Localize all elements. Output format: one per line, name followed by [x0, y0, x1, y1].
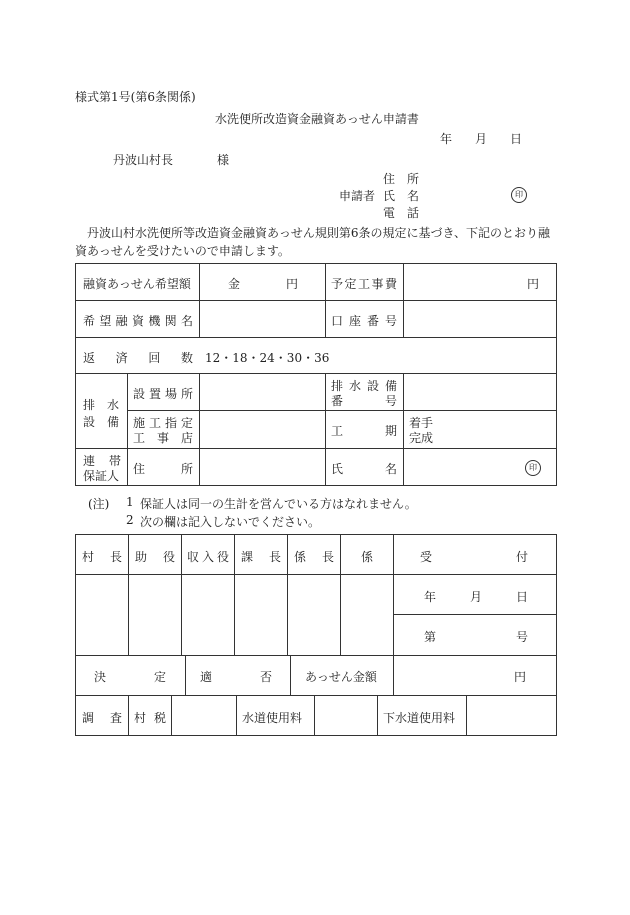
header-subsection-chief: 係 長 [294, 550, 334, 564]
applicant-seal-icon: 印 [511, 186, 527, 203]
receipt-number: 第 号 [424, 630, 528, 644]
account-label: 口 座 番 号 [331, 314, 397, 328]
note-2-number: 2 [126, 513, 134, 527]
header-mayor: 村 長 [82, 550, 122, 564]
sewer-fee-label: 下水道使用料 [383, 711, 456, 725]
applicant-name-label: 氏 名 [383, 189, 420, 203]
note-2-text: 次の欄は記入しないでください。 [140, 515, 321, 529]
body-text-line2: 資あっせんを受けたいので申請します。 [75, 244, 290, 258]
receipt-label: 受 付 [420, 550, 528, 564]
body-text-line1: 丹波山村水洗便所等改造資金融資あっせん規則第6条の規定に基づき、下記のとおり融 [87, 226, 551, 240]
form-id: 様式第1号(第6条関係) [75, 90, 196, 104]
month-label: 月 [474, 132, 487, 146]
guarantor-label-1: 連 帯 [83, 454, 121, 468]
addressee-name: 丹波山村長 [113, 153, 174, 167]
water-fee-label: 水道使用料 [242, 711, 303, 725]
header-deputy: 助 役 [135, 550, 175, 564]
note-1-text: 保証人は同一の生計を営んでいる方はなれません。 [140, 497, 417, 511]
date-line [440, 130, 522, 147]
guarantor-label-2: 保証人 [83, 469, 120, 483]
receipt-date: 年 月 日 [424, 590, 528, 604]
header-treasurer: 収 入 役 [187, 550, 229, 564]
drain-number-label-2: 番 号 [331, 394, 397, 408]
install-location-label: 設 置 場 所 [133, 387, 193, 401]
amount-yen: 円 [514, 670, 527, 684]
decision-label: 決 定 [94, 670, 166, 684]
repay-label: 返 済 回 数 [83, 351, 193, 365]
start-label: 着手 [409, 416, 434, 430]
application-table [75, 263, 557, 486]
page-title: 水洗便所改造資金融資あっせん申請書 [215, 112, 419, 126]
drain-group-label-2: 設 備 [83, 415, 120, 429]
year-label: 年 [440, 132, 453, 146]
village-tax-label: 村 税 [134, 711, 166, 725]
loan-amount-prefix: 金 [228, 277, 241, 291]
repay-value: 12・18・24・30・36 [205, 351, 330, 365]
institution-label: 希 望 融 資 機 関 名 [83, 314, 193, 328]
contractor-label-1: 施 工 指 定 [133, 416, 193, 430]
notes-prefix: (注) [88, 497, 110, 511]
amount-label: あっせん金額 [305, 670, 377, 684]
finish-label: 完成 [409, 431, 434, 445]
budget-label: 予 定 工 事 費 [331, 277, 397, 291]
loan-amount-yen: 円 [286, 277, 299, 291]
guarantor-address-label: 住 所 [133, 462, 193, 476]
approval-label: 適 否 [200, 670, 272, 684]
budget-yen: 円 [527, 277, 540, 291]
drain-number-label-1: 排 水 設 備 [331, 379, 397, 393]
survey-label: 調 査 [82, 711, 122, 725]
applicant-label: 申請者 [339, 189, 376, 203]
day-label: 日 [509, 132, 522, 146]
drain-group-label-1: 排 水 [83, 398, 120, 412]
guarantor-seal-icon: 印 [525, 459, 541, 476]
applicant-address-label: 住 所 [383, 172, 420, 186]
guarantor-name-label: 氏 名 [331, 462, 397, 476]
header-clerk: 係 [361, 550, 374, 564]
contractor-label-2: 工 事 店 [133, 431, 193, 445]
addressee-honorific: 様 [217, 153, 230, 167]
applicant-phone-label: 電 話 [383, 206, 420, 220]
note-1-number: 1 [126, 495, 134, 509]
loan-amount-label: 融資あっせん希望額 [83, 277, 191, 291]
period-label: 工 期 [331, 424, 397, 438]
header-section-chief: 課 長 [241, 550, 281, 564]
